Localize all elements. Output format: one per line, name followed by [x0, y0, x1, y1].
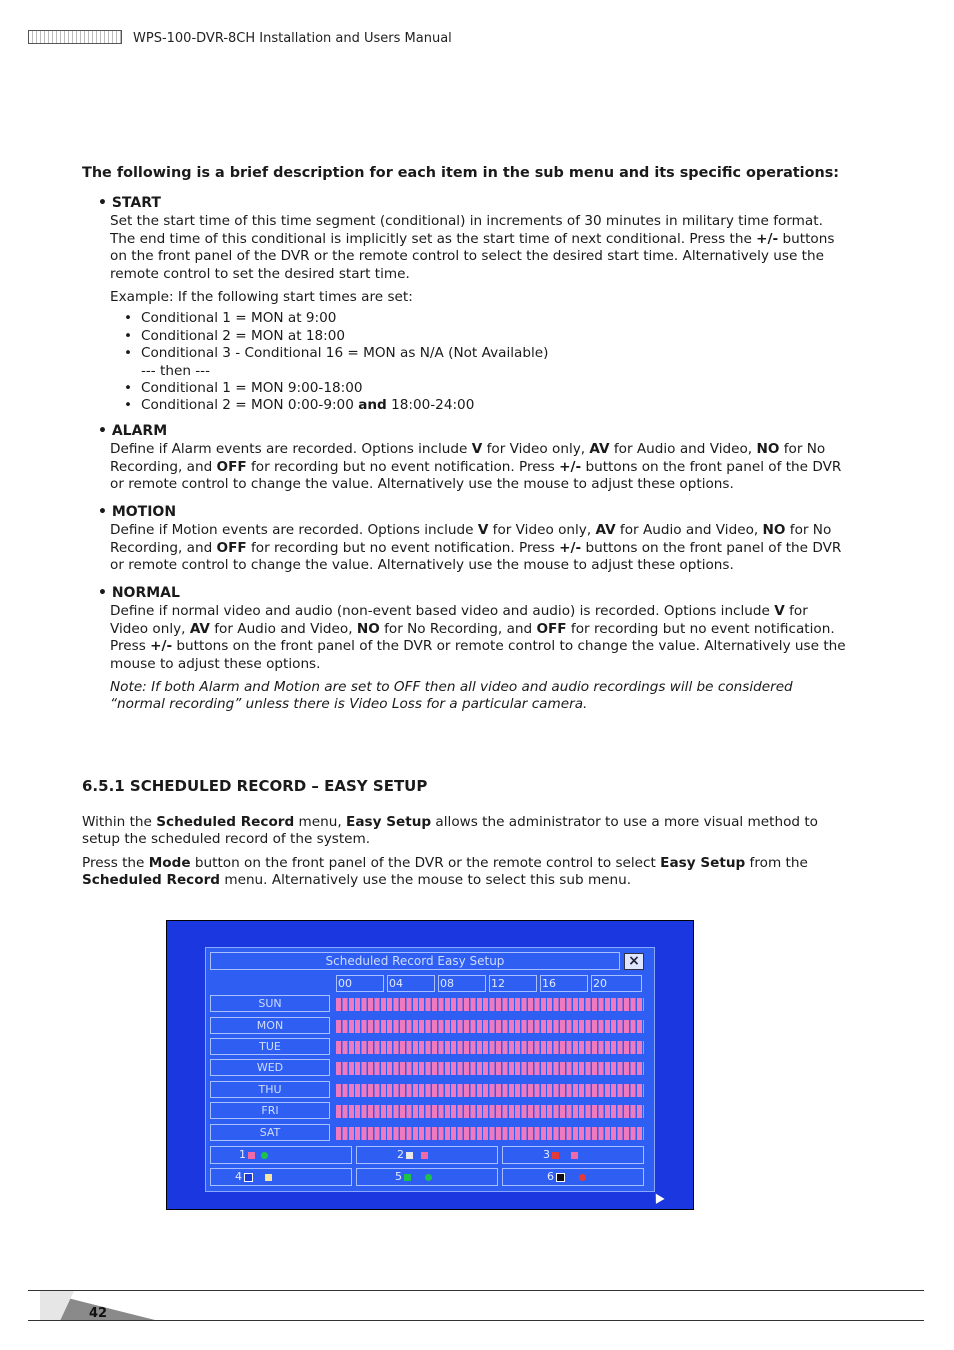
hour-label: 16: [540, 975, 588, 992]
motion-heading: • MOTION: [98, 504, 848, 521]
list-item: --- then ---: [141, 362, 210, 379]
schedule-row-mon[interactable]: [336, 1020, 644, 1033]
manual-logo: [28, 30, 122, 44]
motion-description: Define if Motion events are recorded. Options include V for Video only, AV for Audio and Video, NO for No Recording, and OFF for recording but no event notification. Press +/- buttons on the front panel of the DVR or remote control to change the value. Alternatively use the mouse to adjust these options.: [110, 522, 842, 574]
hour-label: 20: [591, 975, 642, 992]
hour-label: 00: [336, 975, 384, 992]
list-item: • Conditional 3 - Conditional 16 = MON as N/A (Not Available): [124, 345, 848, 362]
mouse-cursor-icon: [651, 1191, 664, 1204]
footer-rule-bottom: [28, 1320, 924, 1321]
day-fri[interactable]: FRI: [210, 1102, 330, 1119]
schedule-row-fri[interactable]: [336, 1105, 644, 1118]
start-heading: • START: [98, 195, 848, 212]
hour-header: [336, 975, 642, 993]
legend-mode-6[interactable]: 6: [502, 1168, 644, 1186]
header-title: WPS-100-DVR-8CH Installation and Users Manual: [133, 31, 452, 46]
intro-heading: The following is a brief description for each item in the sub menu and its specific operations:: [82, 165, 840, 181]
green-dot-icon: [261, 1152, 268, 1159]
start-example-intro: Example: If the following start times are set:: [110, 289, 413, 306]
legend-mode-5[interactable]: 5: [356, 1168, 498, 1186]
day-wed[interactable]: WED: [210, 1059, 330, 1076]
hour-label: 04: [387, 975, 435, 992]
pink-swatch-icon: [571, 1152, 578, 1159]
alarm-heading: • ALARM: [98, 423, 848, 440]
hour-label: 08: [438, 975, 486, 992]
red-dot-icon: [579, 1174, 586, 1181]
start-item: [98, 195, 848, 415]
day-tue[interactable]: TUE: [210, 1038, 330, 1055]
normal-item: [98, 585, 848, 714]
schedule-row-tue[interactable]: [336, 1041, 644, 1054]
list-item: • Conditional 1 = MON 9:00-18:00: [124, 380, 848, 397]
day-sat[interactable]: SAT: [210, 1124, 330, 1141]
day-mon[interactable]: MON: [210, 1017, 330, 1034]
section-heading: 6.5.1 SCHEDULED RECORD – EASY SETUP: [82, 777, 428, 795]
green-dot-icon: [425, 1174, 432, 1181]
blue-swatch-icon: [244, 1173, 253, 1182]
white-swatch-icon: [406, 1152, 413, 1159]
start-description: Set the start time of this time segment (conditional) in increments of 30 minutes in military time format. The end time of this conditional is implicitly set as the start time of next conditional. Press the +/- buttons on the front panel of the DVR or the remote control to select the desired start time. Alternatively use the remote control to set the desired start time.: [110, 213, 835, 282]
pink-swatch-icon: [248, 1152, 255, 1159]
day-thu[interactable]: THU: [210, 1081, 330, 1098]
alarm-item: [98, 423, 848, 494]
day-sun[interactable]: SUN: [210, 995, 330, 1012]
normal-heading: • NORMAL: [98, 585, 848, 602]
green-swatch-icon: [404, 1174, 411, 1181]
easy-setup-screenshot: [166, 920, 694, 1210]
schedule-row-wed[interactable]: [336, 1062, 644, 1075]
close-icon[interactable]: ×: [624, 953, 644, 970]
footer-rule-top: [28, 1290, 924, 1291]
schedule-row-sun[interactable]: [336, 998, 644, 1011]
section-paragraph-2: Press the Mode button on the front panel of the DVR or the remote control to select Easy Setup from the Scheduled Record menu. Alternatively use the mouse to select this sub menu.: [82, 855, 808, 889]
list-item: • Conditional 2 = MON at 18:00: [124, 328, 848, 345]
legend-mode-1[interactable]: 1: [210, 1146, 352, 1164]
list-item: • Conditional 1 = MON at 9:00: [124, 310, 848, 327]
red-swatch-icon: [552, 1152, 559, 1159]
alarm-description: Define if Alarm events are recorded. Options include V for Video only, AV for Audio and Video, NO for No Recording, and OFF for recording but no event notification. Press +/- buttons on the front panel of the DVR or remote control to change the value. Alternatively use the mouse to adjust these options.: [110, 441, 842, 493]
section-paragraph-1: Within the Scheduled Record menu, Easy Setup allows the administrator to use a more visual method to setup the scheduled record of the system.: [82, 814, 818, 848]
hour-label: 12: [489, 975, 537, 992]
legend-mode-2[interactable]: 2: [356, 1146, 498, 1164]
yellow-swatch-icon: [265, 1174, 272, 1181]
schedule-row-sat[interactable]: [336, 1127, 644, 1140]
legend-mode-4[interactable]: 4: [210, 1168, 352, 1186]
list-item: • Conditional 2 = MON 0:00-9:00 and 18:00-24:00: [124, 397, 848, 414]
start-example-list: [110, 310, 848, 414]
dialog-title: Scheduled Record Easy Setup: [210, 952, 620, 970]
motion-item: [98, 504, 848, 575]
normal-note: Note: If both Alarm and Motion are set to OFF then all video and audio recordings will be considered “normal recording” unless there is Video Loss for a particular camera.: [110, 679, 793, 713]
page-number: 42: [89, 1306, 108, 1321]
pink-swatch-icon: [421, 1152, 428, 1159]
easy-setup-panel: [205, 947, 655, 1192]
normal-description: Define if normal video and audio (non-event based video and audio) is recorded. Options include V for Video only, AV for Audio and Video, NO for No Recording, and OFF for recording but no event notification. Press +/- buttons on the front panel of the DVR or remote control to change the value. Alternatively use the mouse to adjust these options.: [110, 603, 846, 672]
legend-mode-3[interactable]: 3: [502, 1146, 644, 1164]
schedule-row-thu[interactable]: [336, 1084, 644, 1097]
black-swatch-icon: [556, 1173, 565, 1182]
